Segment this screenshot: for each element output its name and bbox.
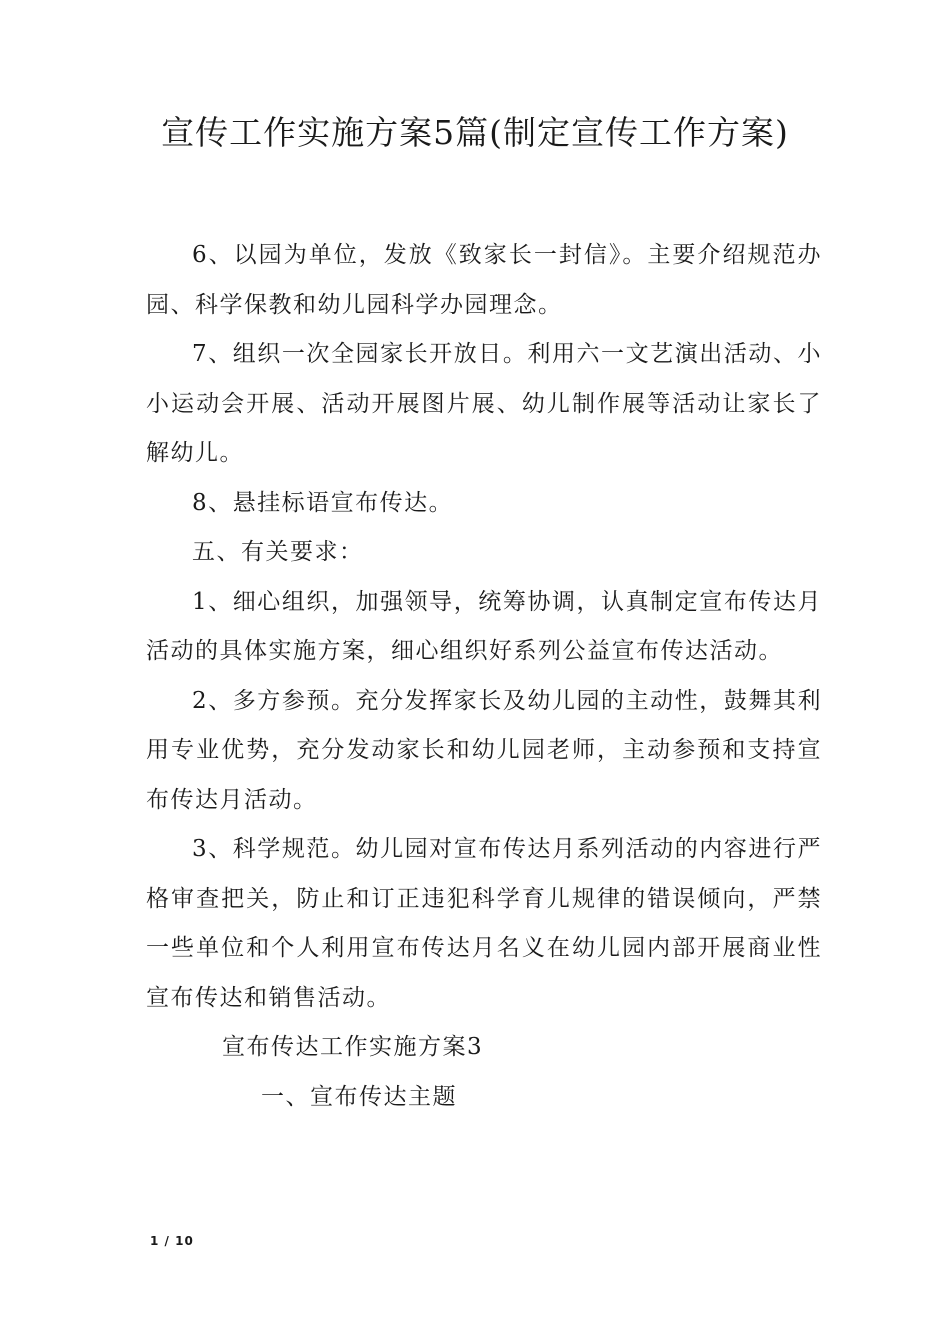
requirement-item-2: 2、多方参预。充分发挥家长及幼儿园的主动性，鼓舞其利用专业优势，充分发动家长和幼儿园老师，主动参预和支持宣布传达月活动。: [146, 687, 822, 813]
requirement-item-3: 3、科学规范。幼儿园对宣布传达月系列活动的内容进行严格审查把关，防止和订正违犯科学育儿规律的错误倾向，严禁一些单位和个人利用宣布传达月名义在幼儿园内部开展商业性宣布传达和销售活动。: [146, 836, 822, 1011]
section-title-plan-3: 宣布传达工作实施方案3: [222, 1034, 484, 1060]
subsection-title-theme: 一、宣布传达主题: [261, 1083, 457, 1110]
paragraph-item-7: 7、组织一次全园家长开放日。利用六一文艺演出活动、小小运动会开展、活动开展图片展、幼儿制作展等活动让家长了解幼儿。: [146, 341, 822, 466]
requirement-item-1: 1、细心组织，加强领导，统筹协调，认真制定宣布传达月活动的具体实施方案，细心组织好系列公益宣布传达活动。: [146, 588, 822, 664]
paragraph-item-8: 8、悬挂标语宣布传达。: [192, 489, 454, 516]
document-title: 宣传工作实施方案5篇(制定宣传工作方案): [161, 113, 789, 152]
section-heading-requirements: 五、有关要求：: [192, 539, 364, 565]
document-body: [146, 231, 822, 1122]
page-number: 1 / 10: [150, 1234, 194, 1248]
paragraph-item-6: 6、以园为单位，发放《致家长一封信》。主要介绍规范办园、科学保教和幼儿园科学办园理念。: [146, 242, 822, 318]
